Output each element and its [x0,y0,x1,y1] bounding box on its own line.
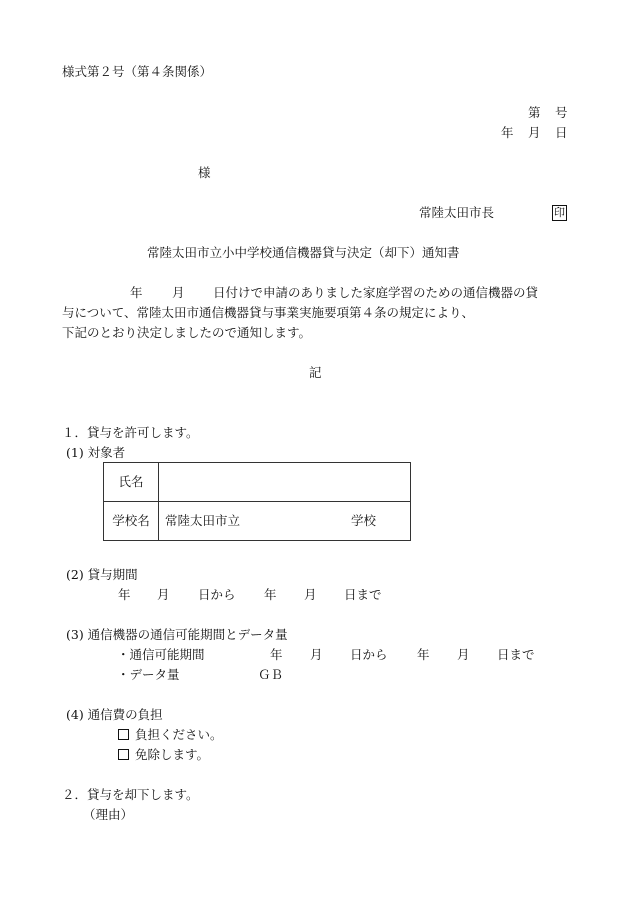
period-from-year: 年 [118,587,131,602]
body-year: 年 [130,285,143,300]
school-value [159,502,411,541]
comm-data-unit: ＧＢ [258,667,284,682]
date-month: 月 [528,125,541,140]
comm-from-year: 年 [270,647,283,662]
body-line2: 与について、常陸太田市通信機器貸与事業実施要項第４条の規定により、 [62,305,475,320]
comm-period-label: ・通信可能期間 [117,647,205,662]
name-value [159,463,411,502]
comm-from-day: 日から [350,647,388,662]
section1-heading: １．貸与を許可します。 [62,425,199,440]
target-table [103,462,411,541]
period-to-day: 日まで [344,587,382,602]
document-title: 常陸太田市立小中学校通信機器貸与決定（却下）通知書 [147,245,460,260]
date-year: 年 [501,125,514,140]
school-prefix: 常陸太田市立 [165,512,241,528]
comm-from-month: 月 [310,647,323,662]
ki-label: 記 [309,365,322,380]
fee-option-exempt-label: 免除します。 [135,747,210,762]
issuer-title: 常陸太田市長 [419,205,495,220]
comm-heading: (3) 通信機器の通信可能期間とデータ量 [66,627,288,642]
comm-to-year: 年 [417,647,430,662]
period-from-month: 月 [157,587,170,602]
section2-heading: ２．貸与を却下します。 [62,787,199,802]
body-line1-rest: 日付けで申請のありました家庭学習のための通信機器の貸 [213,285,539,300]
body-line3: 下記のとおり決定しましたので通知します。 [62,325,312,340]
recipient-honorific: 様 [198,165,211,180]
comm-to-day: 日まで [497,647,535,662]
name-label: 氏名 [104,463,159,502]
school-label: 学校名 [104,502,159,541]
body-month: 月 [172,285,185,300]
date-day: 日 [555,125,568,140]
target-heading: (1) 対象者 [66,445,126,460]
seal-mark [552,205,567,221]
comm-data-label: ・データ量 [117,667,180,682]
fee-heading: (4) 通信費の負担 [66,707,163,722]
school-suffix: 学校 [351,513,377,528]
seal-text: 印 [554,206,565,219]
reason-label: （理由） [83,807,134,822]
period-from-day: 日から [198,587,236,602]
number-suffix: 号 [555,105,568,120]
table-row [104,463,411,502]
comm-to-month: 月 [457,647,470,662]
checkbox-exempt[interactable] [118,749,129,760]
period-heading: (2) 貸与期間 [66,567,138,582]
period-to-month: 月 [304,587,317,602]
fee-option-pay [118,729,223,742]
fee-option-pay-label: 負担ください。 [135,727,223,742]
checkbox-pay[interactable] [118,729,129,740]
period-to-year: 年 [264,587,277,602]
form-label: 様式第２号（第４条関係） [62,64,213,79]
table-row [104,502,411,541]
number-label: 第 [528,105,541,120]
fee-option-exempt [118,749,209,762]
